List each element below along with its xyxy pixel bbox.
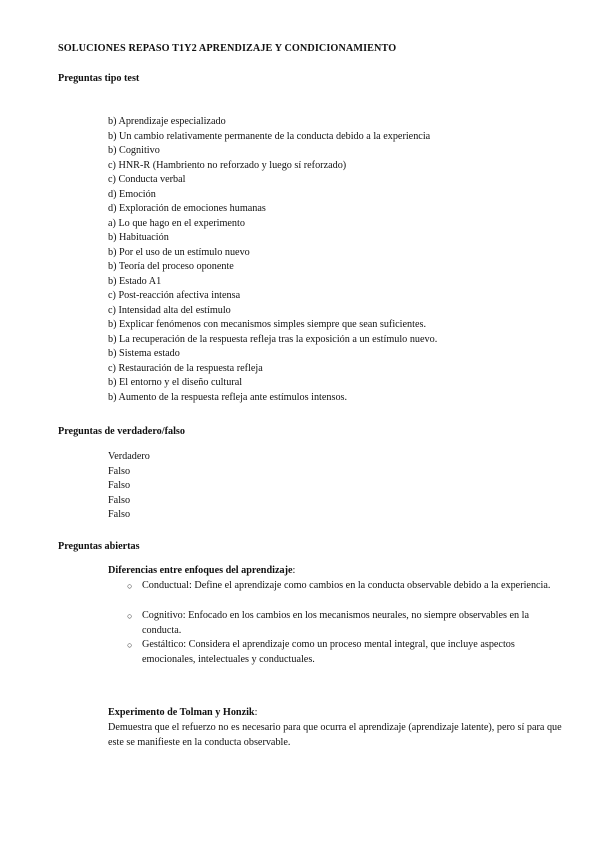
bullet-icon: ○ xyxy=(127,581,133,591)
answer-text: b) Sistema estado xyxy=(108,348,180,359)
bullet-icon: ○ xyxy=(127,611,133,621)
answer-text: Verdadero xyxy=(108,451,150,462)
bullet-gestaltico: Gestáltico: Considera el aprendizaje como un proceso mental integral, que incluye aspectos emocionales, intelectuales y conductuales. xyxy=(142,639,515,665)
section-heading-truefalse: Preguntas de verdadero/falso xyxy=(58,426,185,437)
bullet-icon: ○ xyxy=(127,640,133,650)
open-question-title: Diferencias entre enfoques del aprendizaje xyxy=(108,565,293,576)
answer-text: b) El entorno y el diseño cultural xyxy=(108,377,243,388)
answer-text: b) Estado A1 xyxy=(108,275,162,287)
answer-text: b) La recuperación de la respuesta refleja tras la exposición a un estímulo nuevo. xyxy=(108,333,438,345)
section-heading-test: Preguntas tipo test xyxy=(58,73,140,84)
answer-text: d) Exploración de emociones humanas xyxy=(108,203,266,214)
answer-text: Falso xyxy=(108,509,131,520)
answer-text: b) Cognitivo xyxy=(108,145,160,156)
document-title: SOLUCIONES REPASO T1Y2 APRENDIZAJE Y CONDICIONAMIENTO xyxy=(58,43,397,54)
answer-text: c) HNR-R (Hambriento no reforzado y luego sí reforzado) xyxy=(108,159,347,171)
open-question-title: Experimento de Tolman y Honzik xyxy=(108,707,255,718)
answer-text: a) Lo que hago en el experimento xyxy=(108,217,245,229)
bullet-cognitivo: Cognitivo: Enfocado en los cambios en los mecanismos neurales, no siempre observables en la conducta. xyxy=(142,610,530,636)
answer-text: b) Por el uso de un estímulo nuevo xyxy=(108,246,250,258)
answer-text: b) Explicar fenómenos con mecanismos simples siempre que sean suficientes. xyxy=(108,319,426,330)
answer-text: b) Habituación xyxy=(108,232,169,243)
title-colon: : xyxy=(292,565,296,576)
answer-text: c) Post-reacción afectiva intensa xyxy=(108,290,241,301)
open-question-2-body: Demuestra que el refuerzo no es necesario para que ocurra el aprendizaje (aprendizaje latente), pero sí para que este se manifieste en la conducta observable. xyxy=(108,722,562,748)
answer-text: Falso xyxy=(108,480,131,491)
answer-text: b) Aumento de la respuesta refleja ante estímulos intensos. xyxy=(108,391,348,403)
answer-text: c) Intensidad alta del estímulo xyxy=(108,304,231,316)
section-heading-open: Preguntas abiertas xyxy=(58,541,140,552)
answer-text: c) Restauración de la respuesta refleja xyxy=(108,362,263,374)
answer-text: b) Aprendizaje especializado xyxy=(108,116,226,127)
answer-text: c) Conducta verbal xyxy=(108,174,186,185)
answer-text: b) Un cambio relativamente permanente de la conducta debido a la experiencia xyxy=(108,130,431,142)
title-colon: : xyxy=(254,707,258,718)
answer-text: d) Emoción xyxy=(108,188,156,200)
answer-text: Falso xyxy=(108,465,131,477)
answer-text: b) Teoría del proceso oponente xyxy=(108,261,234,272)
answer-text: Falso xyxy=(108,494,131,506)
bullet-conductual: Conductual: Define el aprendizaje como cambios en la conducta observable debido a la experiencia. xyxy=(142,580,551,591)
